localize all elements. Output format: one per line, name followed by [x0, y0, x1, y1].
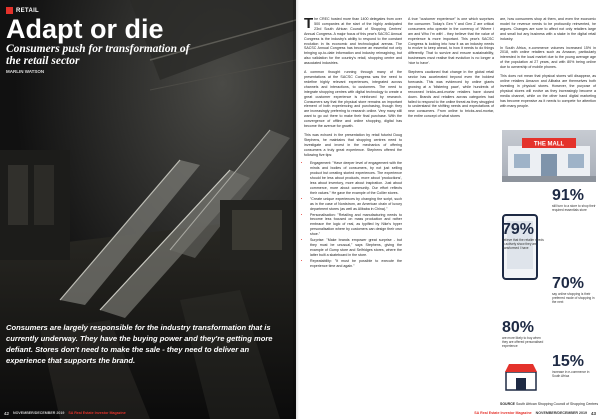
paragraph: A common thought running through many of the presentations at the SACSC Congress was the need to redefine highly relevant experiences, integrated across channels and interactions, to customers. The need to integrate shopping centres with digital technology to create a great customer experience is reinforced by research. Consumers say that the physical store remains an important element of both experiencing and purchasing, though they are increasingly preferring to research online. Very many still want to go out there to make their final purchase. With the convergence of offline and online shopping, digital has become the avenue for growth. — [304, 70, 402, 129]
mall-building-icon — [502, 130, 596, 182]
mall-sign: THE MALL — [533, 141, 565, 148]
issue-date: NOVEMBER/DECEMBER 2019 — [535, 411, 587, 415]
section-label: RETAIL — [16, 7, 40, 14]
stat-value: 79% — [502, 221, 535, 238]
stat-block — [502, 222, 546, 250]
stat-label: are more likely to buy when they are offered personalised experience — [502, 336, 544, 348]
list-item: • Personalisation: "Retailing and manufacturing needs to become less focused on mass production and rather embrace the logic of real, as typified by Nike's hyper personalisation where by customers can design their own shoe." — [310, 213, 402, 238]
shop-icon — [504, 362, 538, 392]
source-text: South African Shopping Council of Shopping Centres — [515, 402, 599, 406]
paragraph: are, how consumers shop at them, and even the economic model for revenue needs to be profoundly reinvented, he argues. Changes are sure to affect not only retailers large and small but any business with a stake in the digital retail industry. — [500, 17, 596, 41]
list-item: • "Create unique experiences by changing the script, such as in the case of Nordstrom, an American chain of luxury department stores (as well as Alibaba in China)." — [310, 197, 402, 212]
headline: Adapt or die — [6, 14, 164, 44]
list-item: • Engagement: "Have deeper level of engagement with the minds and bodies of consumers, by not just selling product but creating storied experiences. The experience should be less about products, more about 'productions', less about inventory, more about inspiration. Just about commerce, more about community. Our effort reflects their values." He gave the example of the Collier stores. — [310, 161, 402, 195]
list-item: • Surprise: "Make brands empower great surprise - but they must be unusual," says Stephens, giving the example of Gump store and Selfridges stores, where the latter built a skateboard in the store. — [310, 238, 402, 258]
paragraph: Stephens cautioned that change in the global retail sector has accelerated beyond even the boldest forecasts. This was evidenced by online giants growing at a 'blistering pace', while hundreds of renowned bricks-and-mortar retailers have closed down. Brands and retailers across categories had failed to respond to the online threat as they struggled to understand the shifting needs and expectations of new consumers. From online to bricks-and-mortar, the entire concept of what stores — [408, 70, 494, 119]
paragraph: The CREC hosted more than 1400 delegates from over 500 companies at the start of the highly anticipated 23rd South African Council of Shopping Centres' Annual Congress. A major focus of this year's SACSC Annual Congress is the industry's ability to respond to the constant evolution in its economic and technological arenas. The SACSC Annual Congress has become an essential not only bringing up-to-date information and industry reimagining, but also validation for the country's retail, shopping centre and associated industries. — [304, 15, 402, 66]
paragraph: A true "customer experience" is one which surprises the consumer. Today's Gen Y and Gen Z are critical consumers who operate in the currency of 'Where I am and Who I'm with' - they believe that the value of experience is more important. This year's SACSC Congress is looking into how it as an industry needs to evolve to keep ahead, to how it needs to do things differently. That to survive and ensure sustainability, businesses must realise that evolution is no longer a 'nice to have'. — [408, 17, 494, 66]
stat-label: still turn to a store to shop their required essentials store — [552, 204, 596, 212]
page-number: 42 — [4, 410, 10, 416]
page-gutter — [293, 0, 299, 419]
drop-cap: T — [304, 15, 314, 32]
source-label: SOURCE — [500, 402, 515, 406]
byline: MARLIN WATSON — [6, 69, 45, 74]
left-page — [0, 0, 296, 419]
stat-value: 91% — [552, 187, 585, 204]
stat-label: believe that the retailer needs to actively show they are transformed I have — [502, 238, 544, 250]
tips-list — [304, 161, 402, 268]
pull-quote: Consumers are largely responsible for the industry transformation that is currently underway. They have the buying power and they're getting more defiant. Stores don't need to make the sale - they need to deliver an experience that supports the brand. — [6, 323, 273, 365]
right-page — [296, 0, 600, 419]
page-number: 43 — [590, 410, 596, 416]
magazine-name: SA Real Estate Investor Magazine — [68, 411, 126, 415]
section-marker — [6, 7, 13, 14]
list-item: • Repeatability: "It must be possible to execute the experience time and again." — [310, 259, 402, 269]
infographic — [500, 186, 598, 402]
paragraph: This was echoed in the presentation by retail futurist Doug Stephens, he maintains that shopping centres need to investigate and invest in the mechanics of offering consumers a truly great experience. Stephens offered the following five tips: — [304, 132, 402, 157]
article-column-1 — [304, 17, 402, 273]
article-column-2 — [408, 17, 494, 123]
stat-value: 70% — [552, 275, 585, 292]
stat-label: say online shopping is their preferred mode of shopping in the next — [552, 292, 595, 304]
paragraph: In South Africa, e-commerce volumes increased 15% in 2018, with online retailers such as Amazon, particularly interested in the local market due to the young average age of the population at 27 years, and with 80% being online due to ownership of mobile phones. — [500, 45, 596, 70]
stat-label: increase in e-commerce in South Africa — [552, 370, 590, 378]
left-page-footer — [4, 409, 126, 417]
mall-illustration — [502, 130, 596, 182]
stat-block — [552, 188, 596, 212]
magazine-name: SA Real Estate Investor Magazine — [474, 411, 532, 415]
stat-block — [502, 320, 546, 348]
paragraph: This does not mean that physical stores will disappear, as online retailers Amazon and Alibaba are themselves both investing in physical stores. However, the purpose of physical stores will evolve as they increasingly become a media channel, while on the other hand digital marketing has become expensive as it needs to compete for attention with many people. — [500, 74, 596, 108]
stat-block — [552, 354, 596, 378]
article-column-3 — [500, 17, 596, 112]
stat-value: 15% — [552, 353, 585, 370]
subheadline: Consumers push for transformation of the retail sector — [6, 43, 190, 67]
right-page-footer — [474, 409, 596, 417]
stat-block — [552, 276, 596, 304]
section-tag — [6, 7, 39, 14]
stat-value: 80% — [502, 319, 535, 336]
source-note — [500, 402, 598, 406]
issue-date: NOVEMBER/DECEMBER 2019 — [13, 411, 65, 415]
